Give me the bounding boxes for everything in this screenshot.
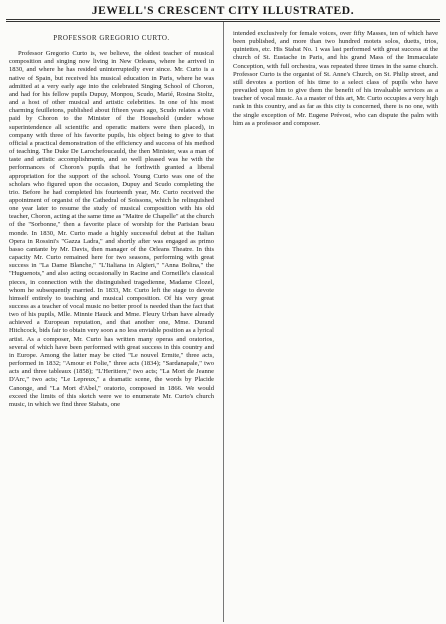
header-rule-top: [6, 19, 440, 20]
article-right-column: [233, 30, 438, 128]
article-paragraph-continued: intended exclusively for female voices, over fifty Masses, ten of which have been published, and more than two hundred motets solos, duetts, trios, quintettes, etc. His Stabat No. 1 was last performed with great success at the church of St. Eustache in Paris, and his grand Mass of the Immaculate Conception, with full orchestra, was repeated three times in the same church. Professor Curto is the organist of St. Anne's Church, on St. Philip street, and still devotes a portion of his time to a select class of pupils who have prevailed upon him to give them the benefit of his invaluable services as a teacher of vocal music. As a master of this art, Mr. Curto occupies a very high rank in this country, and as far as this city is concerned, there is no one, with the single exception of Mr. Eugene Prévost, who can dispute the palm with him as a professor and composer.: [233, 30, 438, 127]
running-head-title: JEWELL'S CRESCENT CITY ILLUSTRATED.: [91, 5, 355, 17]
article-paragraph: Professor Gregorio Curto is, we believe, the oldest teacher of musical composition and singing now living in New Orleans, where he arrived in 1830, and where he has resided uninterruptedly ever since. Mr. Curto is a native of Spain, but received his musical education in Paris, where he was admitted at a very early age into the celebrated Singing School of Choron, and had for his fellow pupils Dupuy, Monpou, Scudo, Marié, Rosina Stoltz, and a host of other musical and artistic celebrities. In one of his most charming feuilletons, published about fifteen years ago, Scudo relates a visit paid by Choron to the Minister of the Household (under whose superintendence all scientific and operatic matters were then placed), in company with three of his favorite pupils, his object being to give to that official a practical demonstration of the efficiency and success of his method of teaching. The Duke De Larochefoucauld, the then Minister, was a man of taste and artistic accomplishments, and so well pleased was he with the performances of Choron's pupils that he forthwith granted a liberal appropriation for the support of the school. Young Curto was one of the scholars who figured upon the occasion, Dupuy and Scudo completing the trio. Before he had completed his fourteenth year, Mr. Curto received the appointment of organist of the Cathedral of Soissons, which he relinquished one year later to resume the study of musical composition with his old teacher, Choron, acting at the same time as "Maitre de Chapelle" at the church of the "Sorbonne," then a favorite place of worship for the Parisian beau monde. In 1830, Mr. Curto made a highly successful debut at the Italian Opera in Rossini's "Gazza Ladra," and shortly after was engaged as primo basso cantante by Mr. Davis, then manager of the Orleans Theatre. In this capacity Mr. Curto remained here for two seasons, performing with great success in "La Dame Blanche," "L'Italiana in Algieri," "Anna Bolina," the "Huguenots," and also acting occasionally in Racine and Corneille's classical pieces, in connection with the distinguished tragedienne, Madame Clozel, whom he subsequently married. In 1833, Mr. Curto left the stage to devote himself entirely to teaching and musical composition. Of his very great success as a teacher of vocal music no better proof is needed than the fact that two of his pupils, Mlle. Minnie Hauck and Mme. Fleury Urban have already achieved a European reputation, and that another one, Mme. Durand Hitchcock, bids fair to obtain very soon a no less enviable position as a lyrical artist. As a composer, Mr. Curto has written many operas and oratorios, several of which have been performed with great success in this country and in Europe. Among the latter may be cited "Le nouvel Ermite," three acts, performed in 1832; "Amour et Folie," three acts (1834); "Sardanapale," two acts and three tableaux (1858); "L'Heritiere," two acts; "La Mort de Jeanne D'Arc," two acts; "Le Lepreux," a dramatic scene, the words by Placide Canonge, and "La Mort d'Abel," oratorio, composed in 1866. We would exceed the limits of this sketch were we to enumerate Mr. Curto's church music, in which we find three Stabats, one: [9, 50, 214, 408]
article-left-column: [9, 30, 214, 409]
column-divider: [223, 22, 224, 622]
article-title: PROFESSOR GREGORIO CURTO.: [53, 34, 170, 42]
